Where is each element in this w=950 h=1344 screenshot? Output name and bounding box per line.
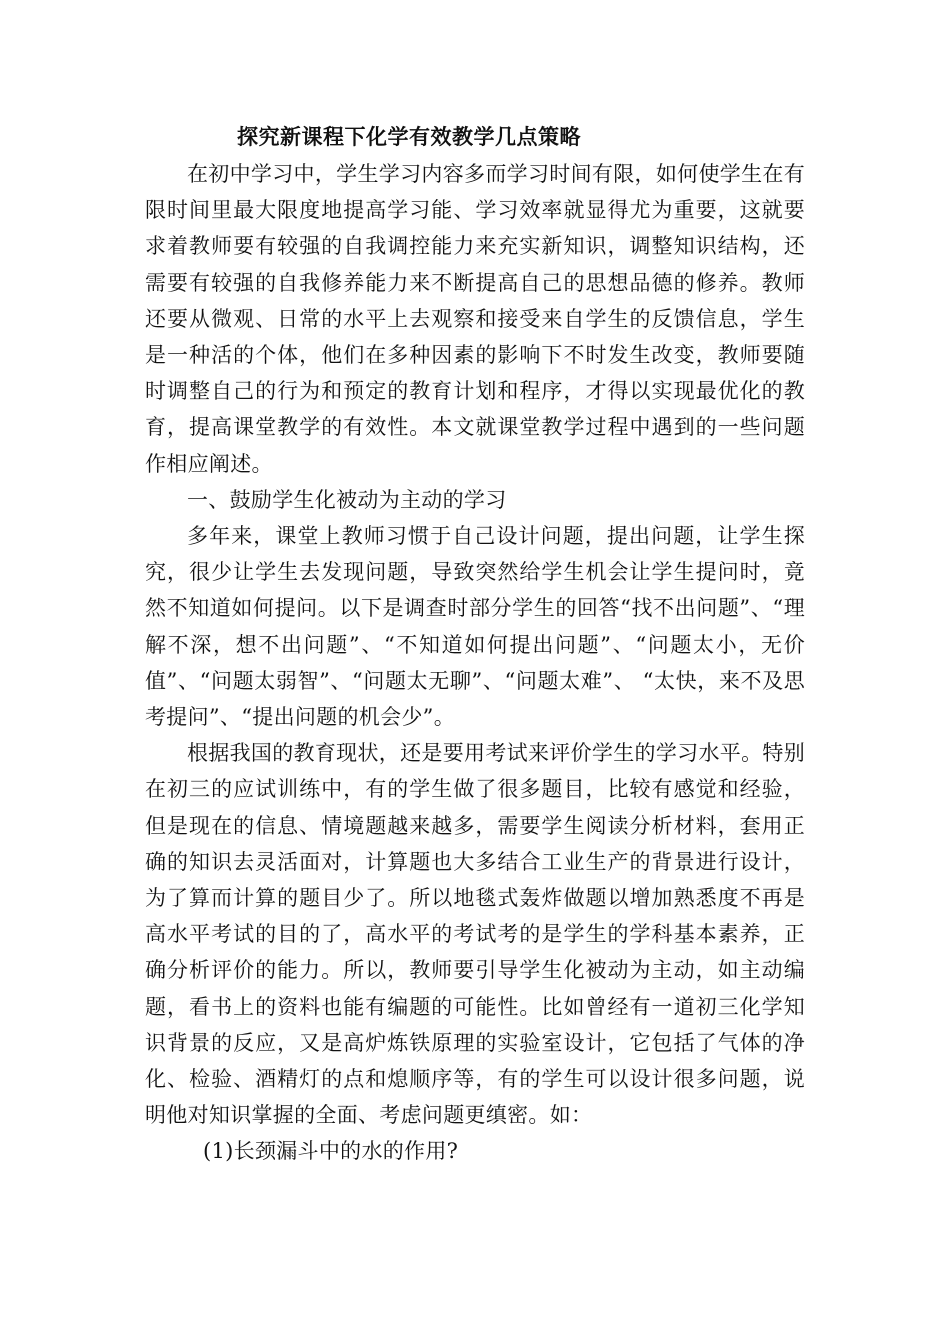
intro-paragraph: 在初中学习中，学生学习内容多而学习时间有限，如何使学生在有限时间里最大限度地提高学习能、学习效率就显得尤为重要，这就要求着教师要有较强的自我调控能力来充实新知识，调整知识结构，还需要有较强的自我修养能力来不断提高自己的思想品德的修养。教师还要从微观、日常的水平上去观察和接受来自学生的反馈信息，学生是一种活的个体，他们在多种因素的影响下不时发生改变，教师要随时调整自己的行为和预定的教育计划和程序，才得以实现最优化的教育，提高课堂教学的有效性。本文就课堂教学过程中遇到的一些问题作相应阐述。 xyxy=(145,162,805,476)
question-item-1: (1)长颈漏斗中的水的作用? xyxy=(203,1139,459,1164)
section-paragraph-1: 多年来，课堂上教师习惯于自己设计问题，提出问题，让学生探究，很少让学生去发现问题，导致突然给学生机会让学生提问时，竟然不知道如何提问。以下是调查时部分学生的回答“找不出问题”、“理解不深，想不出问题”、“不知道如何提出问题”、“问题太小，无价值”、“问题太弱智”、“问题太无聊”、“问题太难”、 “太快，来不及思考提问”、“提出问题的机会少”。 xyxy=(145,524,805,730)
section-heading: 一、鼓励学生化被动为主动的学习 xyxy=(187,487,507,512)
section-paragraph-2: 根据我国的教育现状，还是要用考试来评价学生的学习水平。特别在初三的应试训练中，有的学生做了很多题目，比较有感觉和经验，但是现在的信息、情境题越来越多，需要学生阅读分析材料，套用正确的知识去灵活面对，计算题也大多结合工业生产的背景进行设计，为了算而计算的题目少了。所以地毯式轰炸做题以增加熟悉度不再是高水平考试的目的了，高水平的考试考的是学生的学科基本素养，正确分析评价的能力。所以，教师要引导学生化被动为主动，如主动编题，看书上的资料也能有编题的可能性。比如曾经有一道初三化学知识背景的反应，又是高炉炼铁原理的实验室设计，它包括了气体的净化、检验、酒精灯的点和熄顺序等，有的学生可以设计很多问题，说明他对知识掌握的全面、考虑问题更缜密。如： xyxy=(145,741,805,1128)
document-page xyxy=(145,118,805,1170)
document-title: 探究新课程下化学有效教学几点策略 xyxy=(237,124,581,149)
